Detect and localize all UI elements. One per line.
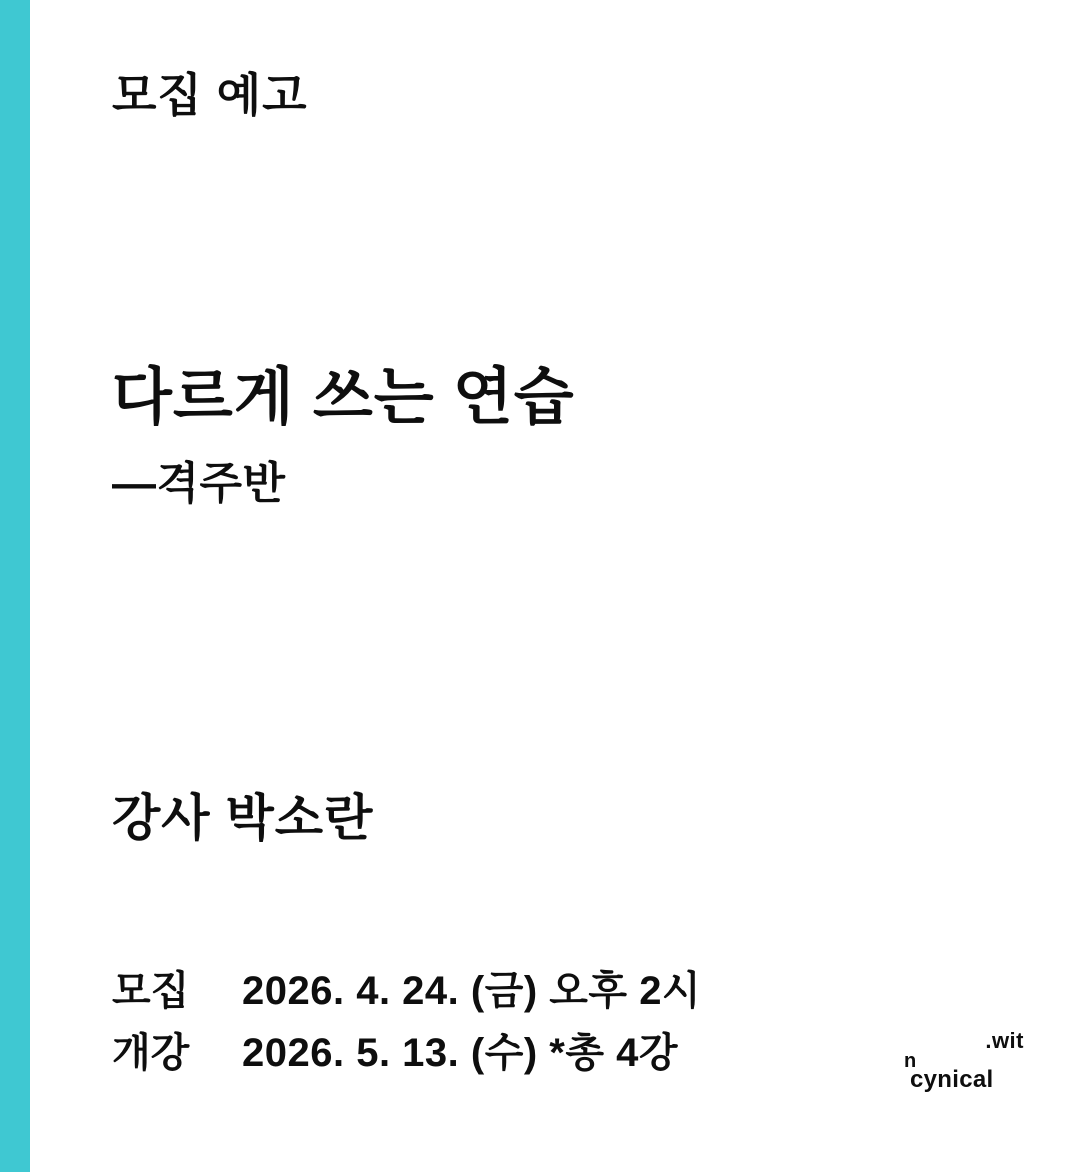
page-subtitle: —격주반 — [112, 459, 286, 508]
kicker-label: 모집 예고 — [112, 69, 308, 121]
schedule-value-start: 2026. 5. 13. (수) *총 4강 — [242, 1031, 679, 1075]
schedule-row — [112, 1022, 701, 1084]
accent-bar — [0, 0, 30, 1172]
logo-wit-text: .wit — [985, 1028, 1024, 1053]
schedule-block — [112, 960, 701, 1084]
schedule-value-recruit: 2026. 4. 24. (금) 오후 2시 — [242, 969, 702, 1013]
schedule-label-recruit: 모집 — [112, 969, 190, 1013]
page-title: 다르게 쓰는 연습 — [112, 363, 575, 432]
schedule-label-start: 개강 — [112, 1031, 190, 1075]
poster-content — [112, 0, 1012, 1172]
instructor-label: 강사 박소란 — [112, 790, 374, 846]
schedule-row — [112, 960, 701, 1022]
logo-n-text: n — [904, 1050, 917, 1072]
brand-logo — [904, 1028, 1024, 1098]
logo-cynical-text: cynical — [910, 1066, 994, 1093]
